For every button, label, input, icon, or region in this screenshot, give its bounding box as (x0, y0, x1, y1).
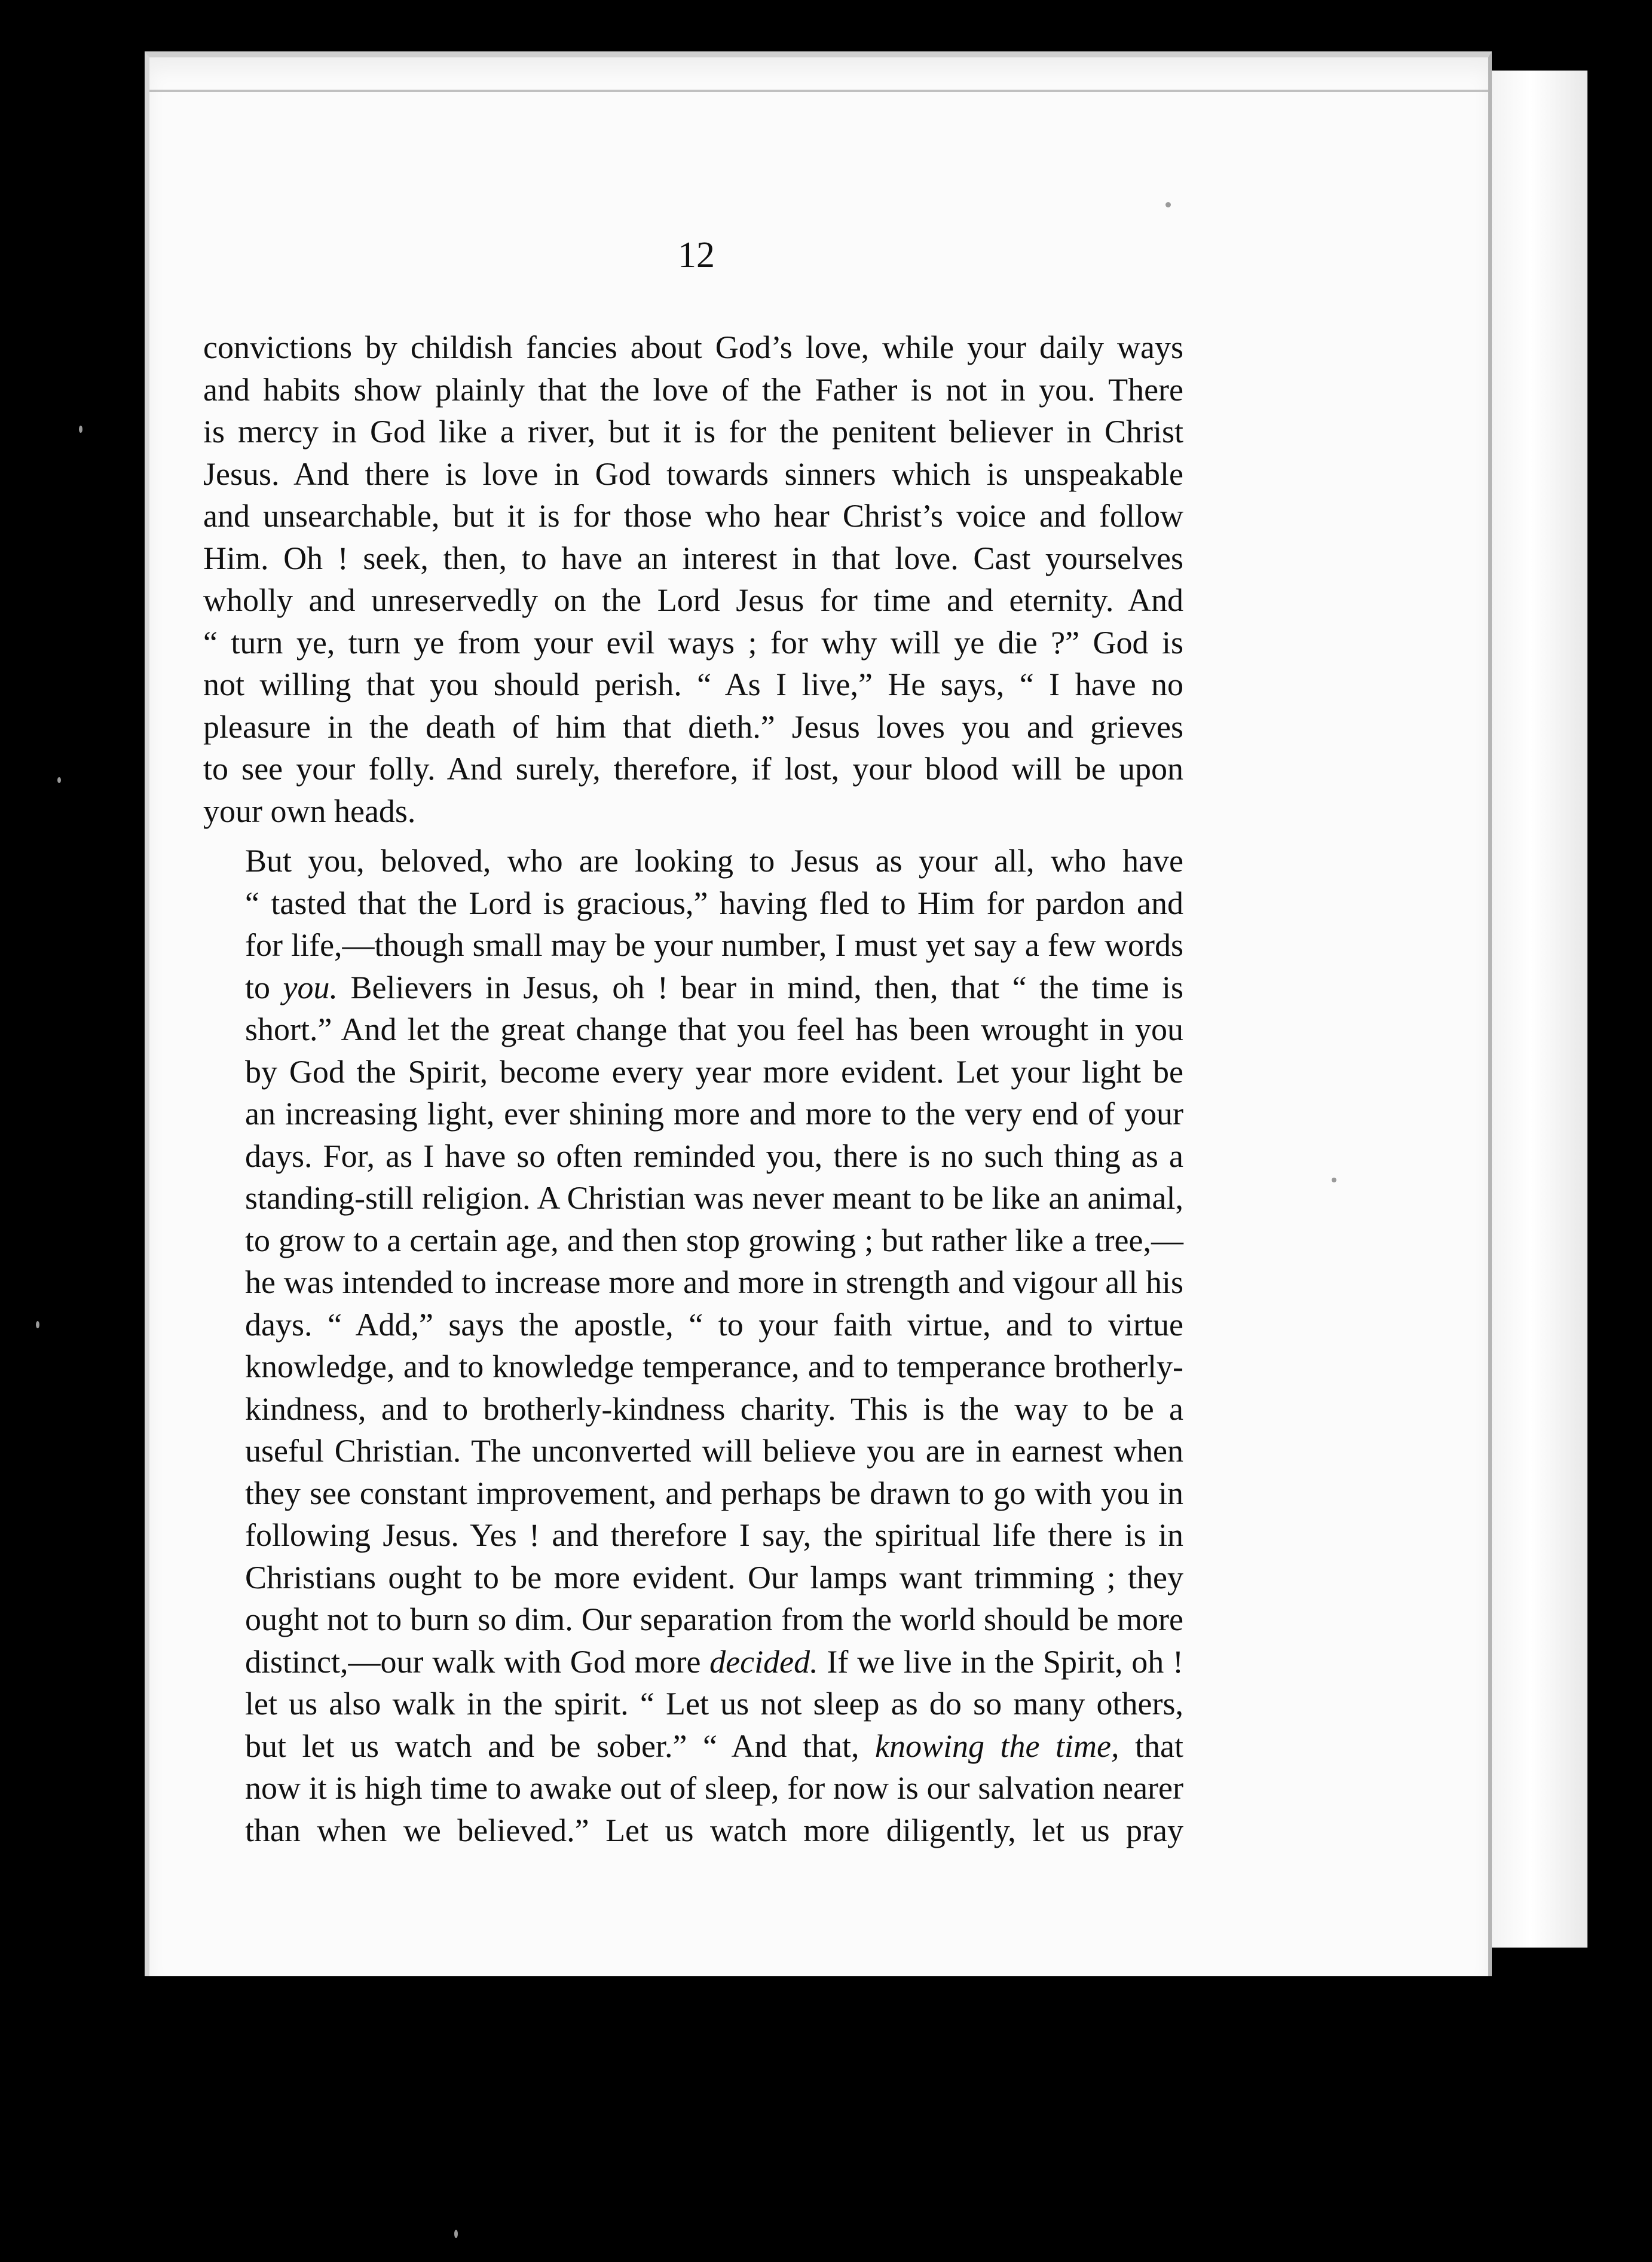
margin-speck (36, 1321, 39, 1328)
text-line: Him. Oh ! seek, then, to have an interest in that love. Cast yourselves (203, 540, 1183, 576)
text-line: days. “ Add,” says the apostle, “ to your faith virtue, and to virtue (245, 1306, 1183, 1343)
text-line: an increasing light, ever shining more and more to the very end of your (245, 1096, 1183, 1132)
text-line: Christians ought to be more evident. Our lamps want trimming ; they (245, 1559, 1183, 1595)
text-line: short.” And let the great change that you feel has been wrought in you (245, 1011, 1183, 1047)
text-line: standing-still religion. A Christian was never meant to be like an animal, (245, 1180, 1183, 1216)
page-top-rule (149, 90, 1488, 92)
margin-speck (1165, 202, 1171, 207)
text-line: he was intended to increase more and more in strength and vigour all his (245, 1264, 1183, 1300)
text-line: and unsearchable, but it is for those who hear Christ’s voice and follow (203, 498, 1183, 534)
body-text (203, 326, 1183, 1851)
text-line: let us also walk in the spirit. “ Let us not sleep as do so many others, (245, 1686, 1183, 1722)
text-line: Jesus. And there is love in God towards sinners which is unspeakable (203, 456, 1183, 492)
text-line: But you, beloved, who are looking to Jesus as your all, who have (245, 843, 1183, 879)
text-line: is mercy in God like a river, but it is for the penitent believer in Christ (203, 414, 1183, 450)
text-line: “ tasted that the Lord is gracious,” having fled to Him for pardon and (245, 885, 1183, 921)
text-line: days. For, as I have so often reminded you, there is no such thing as a (245, 1138, 1183, 1174)
text-line: to grow to a certain age, and then stop growing ; but rather like a tree,— (245, 1222, 1183, 1258)
text-line: and habits show plainly that the love of the Father is not in you. There (203, 371, 1183, 408)
text-line: distinct,—our walk with God more decided. If we live in the Spirit, oh ! (245, 1643, 1183, 1680)
margin-speck (1332, 1178, 1336, 1182)
text-line: knowledge, and to knowledge temperance, and to temperance brotherly- (245, 1349, 1183, 1384)
margin-speck (79, 426, 82, 433)
text-line: “ turn ye, turn ye from your evil ways ; for why will ye die ?” God is (203, 624, 1183, 661)
text-line: to see your folly. And surely, therefore, if lost, your blood will be upon (203, 751, 1183, 787)
text-line: for life,—though small may be your number, I must yet say a few words (245, 927, 1183, 963)
text-line: wholly and unreservedly on the Lord Jesus for time and eternity. And (203, 582, 1183, 618)
text-line: to you. Believers in Jesus, oh ! bear in mind, then, that “ the time is (245, 969, 1183, 1005)
text-line: they see constant improvement, and perhaps be drawn to go with you in (245, 1475, 1183, 1511)
text-line: useful Christian. The unconverted will believe you are in earnest when (245, 1433, 1183, 1469)
text-line: not willing that you should perish. “ As I live,” He says, “ I have no (203, 667, 1183, 702)
text-line: than when we believed.” Let us watch more diligently, let us pray (245, 1812, 1183, 1848)
paragraph-2 (203, 840, 1183, 1851)
text-line: ought not to burn so dim. Our separation from the world should be more (245, 1601, 1183, 1637)
text-line: pleasure in the death of him that dieth.” Jesus loves you and grieves (203, 708, 1183, 745)
text-line: kindness, and to brotherly-kindness charity. This is the way to be a (245, 1390, 1183, 1427)
page-number: 12 (678, 235, 715, 276)
margin-speck (57, 777, 61, 783)
text-line: your own heads. (203, 793, 416, 829)
text-line: but let us watch and be sober.” “ And that, knowing the time, that (245, 1728, 1183, 1764)
text-line: now it is high time to awake out of sleep, for now is our salvation nearer (245, 1770, 1183, 1806)
text-line: convictions by childish fancies about God’s love, while your daily ways (203, 329, 1183, 365)
paragraph-1 (203, 326, 1183, 832)
text-line: by God the Spirit, become every year more evident. Let your light be (245, 1053, 1183, 1090)
margin-speck (454, 2230, 458, 2238)
text-line: following Jesus. Yes ! and therefore I say, the spiritual life there is in (245, 1517, 1183, 1553)
